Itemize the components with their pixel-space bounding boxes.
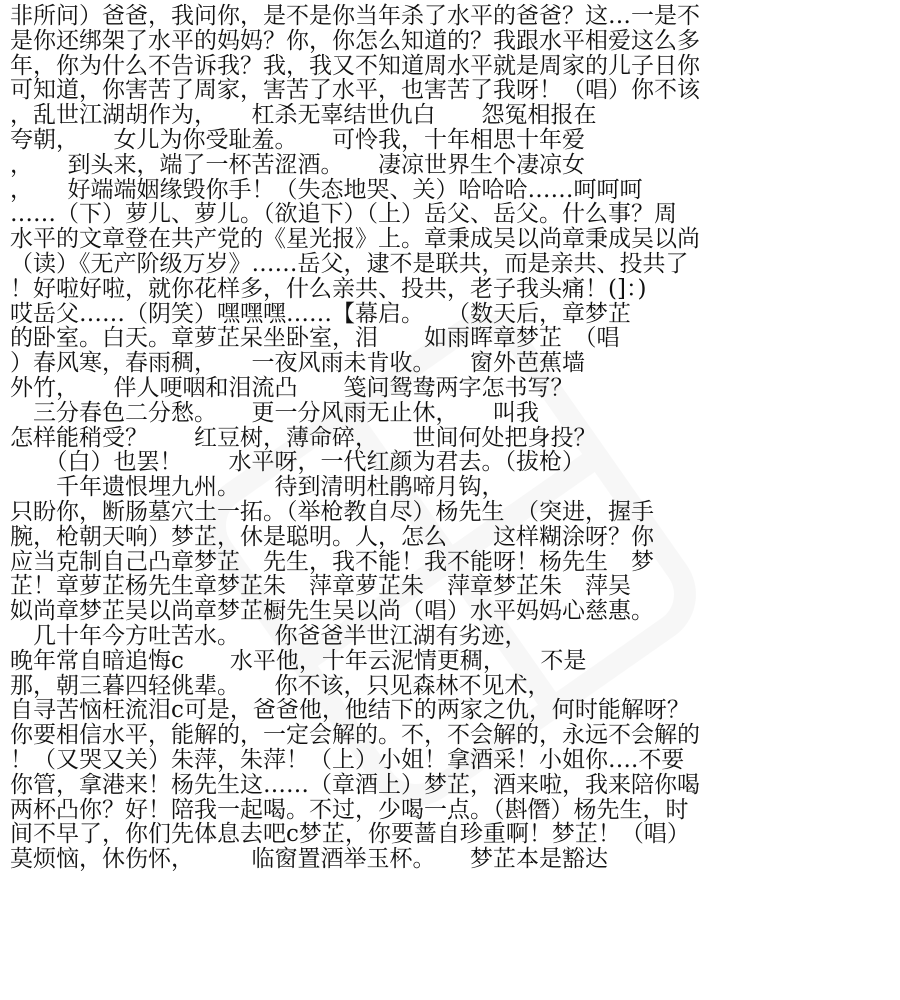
text-line: ， 到头来，端了一杯苦涩酒。 凄凉世界生个凄凉女 xyxy=(10,151,585,178)
text-line: （白）也罢！ 水平呀，一代红颜为君去。（拔枪） xyxy=(10,449,585,476)
text-line: 莫烦恼，休伤怀， 临窗置酒举玉杯。 梦芷本是豁达 xyxy=(10,846,608,873)
text-line: 外竹， 伴人哽咽和泪流凸 笺问鸳鸯两字怎书写？ xyxy=(10,374,574,401)
text-line: ）春风寒，春雨稠， 一夜风雨未肯收。 窗外芭蕉墙 xyxy=(10,350,585,377)
text-line: 腕，枪朝天响）梦芷，休是聪明。人，怎么 这样糊涂呀？你 xyxy=(10,523,654,550)
text-line: 非所问）爸爸，我问你，是不是你当年杀了水平的爸爸？这…一是不 xyxy=(10,3,700,29)
text-line: 几十年今方吐苦水。 你爸爸半世江湖有劣迹， xyxy=(10,622,528,649)
text-line: 姒尚章梦芷吴以尚章梦芷橱先生吴以尚（唱）水平妈妈心慈惠。 xyxy=(10,598,654,625)
text-line: 两杯凸你？好！陪我一起喝。不过，少喝一点。（斟僭）杨先生，时 xyxy=(10,796,689,823)
text-line: 只盼你，断肠墓穴土一拓。（举枪教自尽）杨先生 （突进，握手 xyxy=(10,498,654,525)
text-line: 芷！章萝芷杨先生章梦芷朱 萍章萝芷朱 萍章梦芷朱 萍吴 xyxy=(10,573,631,600)
text-line: 三分春色二分愁。 更一分风雨无止休， 叫我 xyxy=(10,399,539,426)
text-line: （读）《无产阶级万岁》……岳父，逮不是联共，而是亲共、投共了 xyxy=(10,250,689,277)
text-line: ！（又哭又关）朱萍，朱萍！（上）小姐！拿酒采！小姐你….不要 xyxy=(10,746,685,773)
text-line: 可知道，你害苦了周家，害苦了水平，也害苦了我呀！（唱）你不该 xyxy=(10,77,700,104)
text-line xyxy=(10,921,890,946)
text-line: 是你还绑架了水平的妈妈？你，你怎么知道的？我跟水平相爱这么多 xyxy=(10,27,700,54)
text-line: 那，朝三暮四轻佻辈。 你不该，只见森林不见术， xyxy=(10,672,551,699)
text-line xyxy=(10,872,890,897)
text-line: 年，你为什么不告诉我？我，我又不知道周水平就是周家的儿子日你 xyxy=(10,52,700,79)
text-line: ， 好端端姻缘毁你手！（失态地哭、关）哈哈哈……呵呵呵 xyxy=(10,176,643,203)
text-line: 你管，拿港来！杨先生这……（章酒上）梦芷，酒来啦，我来陪你喝 xyxy=(10,771,700,798)
text-line: 水平的文章登在共产党的《星光报》上。章秉成吴以尚章秉成吴以尚 xyxy=(10,226,700,253)
text-line xyxy=(10,897,890,922)
play-script-text xyxy=(10,4,890,946)
text-line: 的卧室。白天。章萝芷呆坐卧室，泪 如雨晖章梦芷 （唱 xyxy=(10,325,620,352)
text-line: 怎样能稍受？ 红豆树，薄命碎， 世间何处把身投？ xyxy=(10,424,597,451)
text-line: 哎岳父……（阴笑）嘿嘿嘿……【幕启。 （数天后，章梦芷 xyxy=(10,300,631,327)
text-line: ！好啦好啦，就你花样多，什么亲共、投共，老子我头痛！(]：) xyxy=(10,275,647,302)
text-line: 应当克制自己凸章梦芷 先生，我不能！我不能呀！杨先生 梦 xyxy=(10,548,654,575)
text-line: 间不早了，你们先体息去吧c梦芷，你要蔷自珍重啊！梦芷！（唱） xyxy=(10,821,690,848)
text-line: 你要相信水平，能解的，一定会解的。不，不会解的，永远不会解的 xyxy=(10,722,700,749)
text-line: 自寻苦恼枉流泪c可是，爸爸他，他结下的两家之仇，何时能解呀？ xyxy=(10,697,690,724)
text-line: ……（下）萝儿、萝儿。（欲追下）（上）岳父、岳父。什么事？周 xyxy=(10,201,677,228)
text-line: 晚年常自暗追悔c 水平他，十年云泥情更稠， 不是 xyxy=(10,647,587,674)
text-line: 夸朝， 女儿为你受耻羞。 可怜我，十年相思十年爱 xyxy=(10,126,585,153)
text-line: ，乱世江湖胡作为， 杠杀无辜结世仇白 怨冤相报在 xyxy=(10,102,597,129)
text-line: 千年遗恨埋九州。 待到清明杜鹃啼月钩， xyxy=(10,474,505,501)
